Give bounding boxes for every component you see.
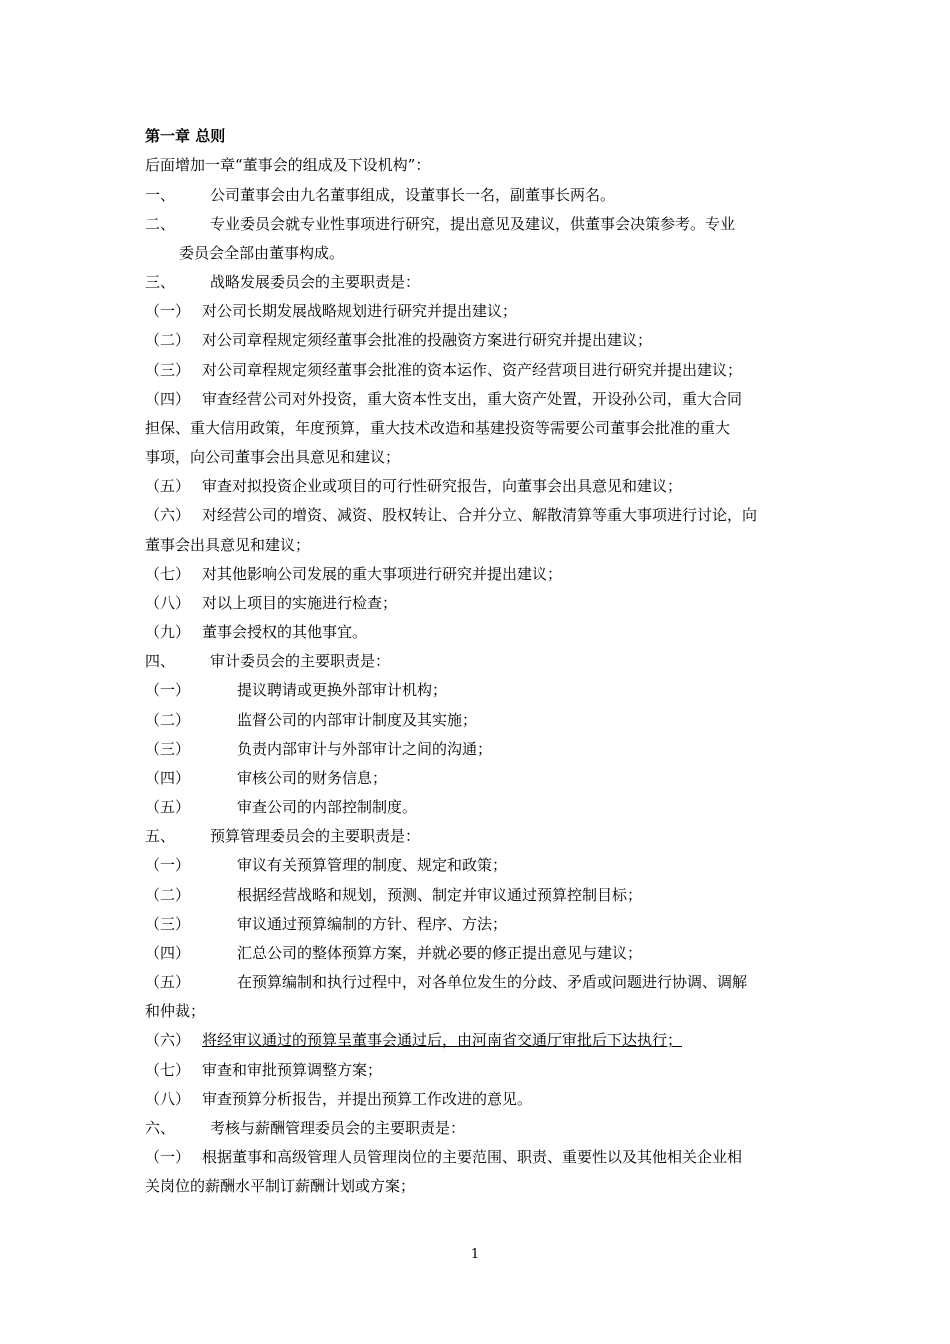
section-number: 二、 [145,215,176,233]
list-item [145,593,815,613]
item-number: （九） [145,623,191,641]
item-number: （七） [145,1061,191,1079]
item-text: 审查对拟投资企业或项目的可行性研究报告，向董事会出具意见和建议； [202,477,683,495]
section-6 [145,1118,815,1138]
list-item [145,797,815,817]
list-item [145,389,815,409]
item-text: 审查公司的内部控制制度。 [237,798,418,816]
list-item [145,1030,815,1050]
list-item [145,476,815,496]
item-text: 审查经营公司对外投资，重大资本性支出，重大资产处置，开设孙公司，重大合同 [202,390,743,408]
item-text: 对公司长期发展战略规划进行研究并提出建议； [202,302,518,320]
item-number: （四） [145,944,191,962]
item-number: （六） [145,1031,191,1049]
item-number: （八） [145,594,191,612]
section-4 [145,651,815,671]
item-text: 董事会授权的其他事宜。 [202,623,368,641]
item-text: 根据董事和高级管理人员管理岗位的主要范围、职责、重要性以及其他相关企业相 [202,1148,743,1166]
list-item [145,622,815,642]
item-text: 审查和审批预算调整方案； [202,1061,383,1079]
item-text: 对以上项目的实施进行检查； [202,594,398,612]
item-text: 根据经营战略和规划，预测、制定并审议通过预算控制目标； [237,886,643,904]
item-number: （四） [145,769,191,787]
item-number: （五） [145,477,191,495]
item-number: （三） [145,361,191,379]
item-number: （二） [145,711,191,729]
item-text: 对公司章程规定须经董事会批准的资本运作、资产经营项目进行研究并提出建议； [202,361,743,379]
list-item [145,1060,815,1080]
item-number: （四） [145,390,191,408]
list-item [145,360,815,380]
item-number: （一） [145,681,191,699]
item-text: 负责内部审计与外部审计之间的沟通； [237,740,493,758]
item-text: 审议通过预算编制的方针、程序、方法； [237,915,508,933]
item-number: （六） [145,506,191,524]
item-text: 对其他影响公司发展的重大事项进行研究并提出建议； [202,565,563,583]
list-item [145,1147,815,1167]
item-number: （五） [145,798,191,816]
item-text-underlined: 将经审议通过的预算呈董事会通过后，由河南省交通厅审批后下达执行； [202,1031,683,1049]
item-text: 审查预算分析报告，并提出预算工作改进的意见。 [202,1090,533,1108]
list-item-continuation: 事项，向公司董事会出具意见和建议； [145,448,401,466]
section-number: 三、 [145,273,176,291]
item-text: 对经营公司的增资、减资、股权转让、合并分立、解散清算等重大事项进行讨论，向 [202,506,758,524]
item-text: 提议聘请或更换外部审计机构； [237,681,448,699]
section-number: 五、 [145,827,176,845]
item-text: 汇总公司的整体预算方案，并就必要的修正提出意见与建议； [237,944,643,962]
list-item [145,301,815,321]
section-number: 一、 [145,186,176,204]
section-5 [145,826,815,846]
list-item [145,972,815,992]
intro-paragraph: 后面增加一章“董事会的组成及下设机构”： [145,156,431,174]
item-text: 在预算编制和执行过程中，对各单位发生的分歧、矛盾或问题进行协调、调解 [237,973,748,991]
item-text: 监督公司的内部审计制度及其实施； [237,711,478,729]
section-2 [145,214,815,234]
section-text: 预算管理委员会的主要职责是： [210,827,421,845]
section-text: 专业委员会就专业性事项进行研究，提出意见及建议，供董事会决策参考。专业 [210,215,736,233]
section-text: 公司董事会由九名董事组成，设董事长一名，副董事长两名。 [210,186,616,204]
list-item [145,768,815,788]
item-number: （三） [145,740,191,758]
item-text: 审核公司的财务信息； [237,769,388,787]
item-number: （二） [145,886,191,904]
section-3 [145,272,815,292]
list-item-continuation: 和仲裁； [145,1002,206,1020]
list-item [145,505,815,525]
section-number: 四、 [145,652,176,670]
item-text: 审议有关预算管理的制度、规定和政策； [237,856,508,874]
list-item [145,943,815,963]
item-number: （一） [145,1148,191,1166]
list-item [145,739,815,759]
section-number: 六、 [145,1119,176,1137]
list-item [145,564,815,584]
list-item-continuation: 担保、重大信用政策，年度预算，重大技术改造和基建投资等需要公司董事会批准的重大 [145,419,731,437]
item-number: （五） [145,973,191,991]
item-number: （二） [145,331,191,349]
list-item [145,330,815,350]
section-text: 考核与薪酬管理委员会的主要职责是： [210,1119,466,1137]
section-2-continuation: 委员会全部由董事构成。 [179,244,345,262]
section-1 [145,185,815,205]
item-number: （一） [145,302,191,320]
chapter-heading: 第一章 总则 [145,127,226,145]
list-item [145,1089,815,1109]
item-text: 对公司章程规定须经董事会批准的投融资方案进行研究并提出建议； [202,331,653,349]
item-number: （八） [145,1090,191,1108]
item-number: （一） [145,856,191,874]
page-number: 1 [470,1247,480,1262]
list-item-continuation: 关岗位的薪酬水平制订薪酬计划或方案； [145,1177,416,1195]
section-text: 战略发展委员会的主要职责是： [210,273,421,291]
list-item [145,914,815,934]
list-item [145,855,815,875]
list-item [145,680,815,700]
list-item-continuation: 董事会出具意见和建议； [145,536,311,554]
item-number: （三） [145,915,191,933]
list-item [145,885,815,905]
item-number: （七） [145,565,191,583]
section-text: 审计委员会的主要职责是： [210,652,391,670]
list-item [145,710,815,730]
